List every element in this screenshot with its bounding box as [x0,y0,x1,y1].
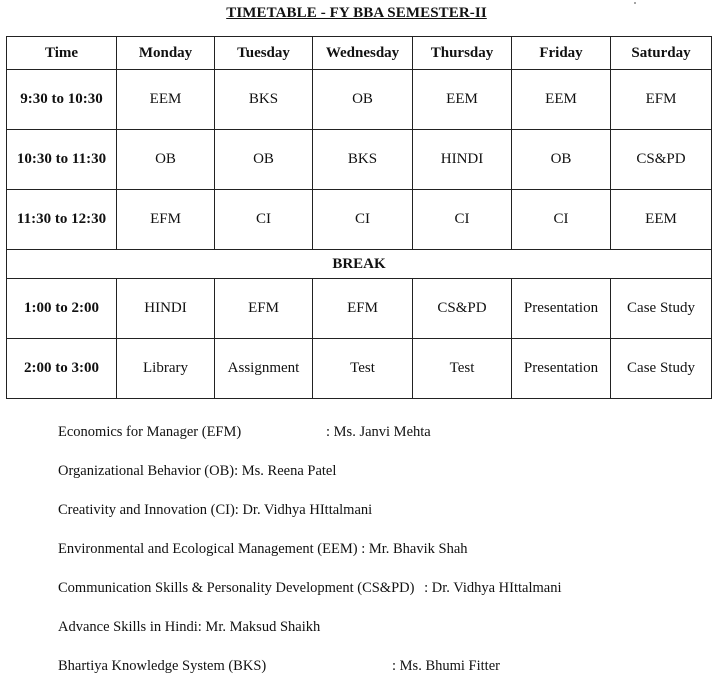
table-cell: EFM [215,279,313,339]
table-cell: HINDI [413,130,512,190]
legend-subject: Advance Skills in Hindi: [58,619,202,635]
table-cell: OB [512,130,611,190]
table-cell: Test [313,339,413,399]
legend-faculty: Mr. Maksud Shaikh [205,619,321,635]
header-wednesday: Wednesday [313,37,413,70]
table-cell: HINDI [117,279,215,339]
timetable [6,36,712,399]
table-cell: EEM [413,70,512,130]
legend-item [58,459,561,498]
header-row [7,37,712,70]
time-slot: 10:30 to 11:30 [7,130,117,190]
header-tuesday: Tuesday [215,37,313,70]
time-slot: 1:00 to 2:00 [7,279,117,339]
table-cell: CI [413,190,512,250]
table-cell: CS&PD [413,279,512,339]
table-cell: Presentation [512,339,611,399]
table-row [7,339,712,399]
legend-faculty: Dr. Vidhya HIttalmani [242,502,373,518]
table-row [7,279,712,339]
table-cell: EEM [611,190,712,250]
table-cell: EFM [313,279,413,339]
table-cell: Library [117,339,215,399]
legend-faculty: : Dr. Vidhya HIttalmani [424,580,562,596]
legend-item [58,420,561,459]
header-thursday: Thursday [413,37,512,70]
legend-subject: Economics for Manager (EFM) [58,424,242,440]
table-cell: OB [215,130,313,190]
table-cell: CI [313,190,413,250]
legend-subject: Creativity and Innovation (CI): [58,502,239,518]
break-label: BREAK [7,250,712,279]
legend-item [58,576,561,615]
table-cell: Case Study [611,279,712,339]
table-cell: EEM [117,70,215,130]
table-cell: CI [512,190,611,250]
header-monday: Monday [117,37,215,70]
header-time: Time [7,37,117,70]
table-cell: EFM [117,190,215,250]
legend-subject: Communication Skills & Personality Development (CS&PD) [58,580,415,596]
time-slot: 11:30 to 12:30 [7,190,117,250]
legend-item [58,654,561,693]
table-cell: Assignment [215,339,313,399]
legend-subject: Bhartiya Knowledge System (BKS) [58,658,267,674]
header-friday: Friday [512,37,611,70]
break-row [7,250,712,279]
page-title: TIMETABLE - FY BBA SEMESTER-II [226,5,487,21]
table-cell: EEM [512,70,611,130]
time-slot: 2:00 to 3:00 [7,339,117,399]
scan-speck [634,2,636,4]
table-cell: OB [313,70,413,130]
legend-item [58,498,561,537]
table-row [7,130,712,190]
table-cell: CS&PD [611,130,712,190]
header-saturday: Saturday [611,37,712,70]
legend-item [58,537,561,576]
table-cell: EFM [611,70,712,130]
table-cell: CI [215,190,313,250]
table-cell: OB [117,130,215,190]
legend-subject: Environmental and Ecological Management (EEM) : [58,541,366,557]
time-slot: 9:30 to 10:30 [7,70,117,130]
table-row [7,70,712,130]
faculty-legend [58,420,561,693]
table-cell: BKS [313,130,413,190]
legend-faculty: Ms. Reena Patel [241,463,337,479]
table-cell: BKS [215,70,313,130]
table-row [7,190,712,250]
table-cell: Test [413,339,512,399]
legend-subject: Organizational Behavior (OB): [58,463,239,479]
table-cell: Case Study [611,339,712,399]
legend-faculty: : Ms. Bhumi Fitter [392,658,500,674]
legend-faculty: : Ms. Janvi Mehta [326,424,431,440]
legend-faculty: Mr. Bhavik Shah [368,541,468,557]
table-cell: Presentation [512,279,611,339]
legend-item [58,615,561,654]
